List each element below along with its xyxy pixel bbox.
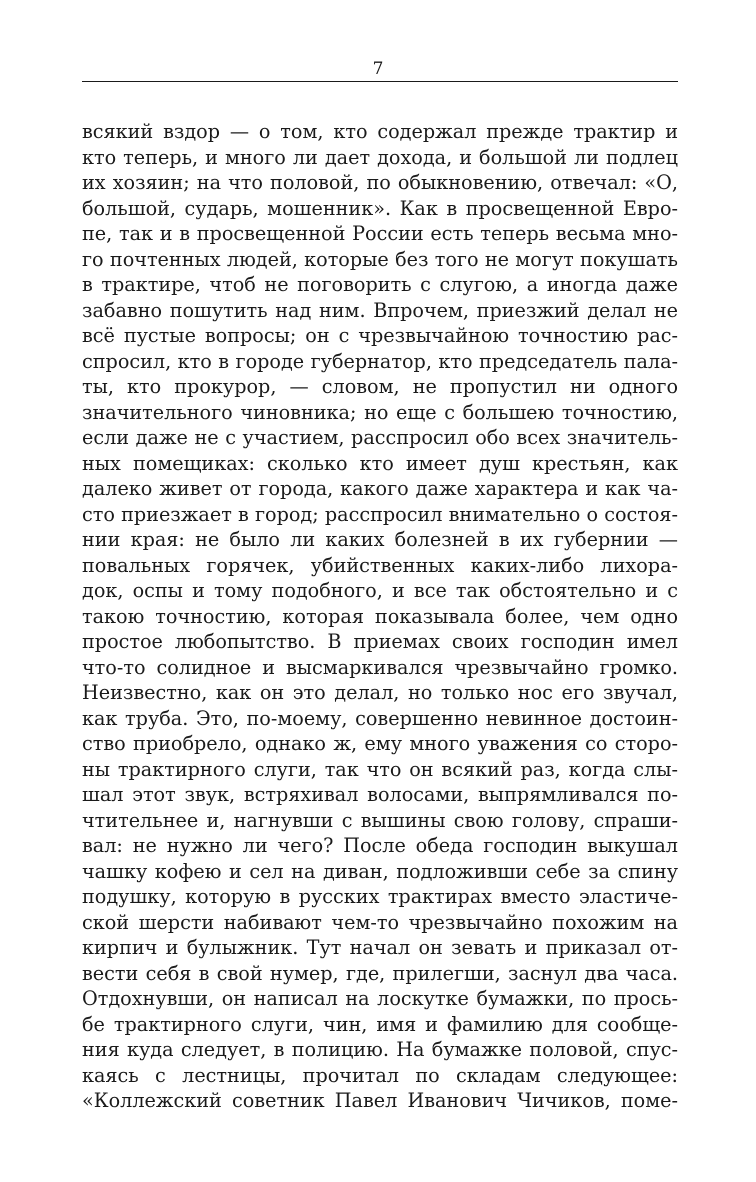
text-line: что-то солидное и высмаркивался чрезвычайно громко. [82,655,678,679]
text-line: в трактире, чтоб не поговорить с слугою, а иногда даже [82,273,678,296]
text-line: чашку кофею и сел на диван, подложивши себе за спину [82,859,678,883]
text-line: ты, кто прокурор, — словом, не пропустил ни одного [82,375,678,398]
text-line: Отдохнувши, он написал на лоскутке бумажки, по прось- [82,987,678,1010]
text-line: ния куда следует, в полицию. На бумажке половой, спус- [82,1038,678,1061]
header-rule [82,81,678,82]
body-text [82,119,678,1114]
text-line: забавно пошутить над ним. Впрочем, приезжий делал не [82,298,678,322]
text-line: «Коллежский советник Павел Иванович Чичиков, поме- [82,1089,678,1112]
text-line: если даже не с участием, расспросил обо всех значитель- [82,426,678,449]
text-line: простое любопытство. В приемах своих господин имел [82,630,678,653]
text-line: всё пустые вопросы; он с чрезвычайною точностию рас- [82,324,678,347]
text-line: ны трактирного слуги, так что он всякий раз, когда слы- [82,757,678,781]
text-line: спросил, кто в городе губернатор, кто председатель пала- [82,349,678,373]
text-line: ство приобрело, однако ж, ему много уважения со сторо- [82,732,678,755]
text-line: сто приезжает в город; расспросил внимательно о состоя- [82,502,678,526]
text-line: Неизвестно, как он это делал, но только нос его звучал, [82,681,678,704]
text-line: вести себя в свой нумер, где, прилегши, заснул два часа. [82,961,678,985]
text-line: вал: не нужно ли чего? После обеда господин выкушал [82,834,678,857]
text-line: док, оспы и тому подобного, и все так обстоятельно и с [82,579,678,602]
text-line: го почтенных людей, которые без того не могут покушать [82,247,678,271]
text-line: всякий вздор — о том, кто содержал прежде трактир и [82,120,678,143]
text-line: как труба. Это, по-моему, совершенно невинное достоин- [82,706,678,730]
text-line: далеко живет от города, какого даже характера и как ча- [82,477,678,500]
text-line: каясь с лестницы, прочитал по складам следующее: [82,1063,678,1087]
text-line: ных помещиках: сколько кто имеет душ крестьян, как [82,451,678,475]
text-line: большой, сударь, мошенник». Как в просвещенной Евро- [82,196,678,220]
text-line: чтительнее и, нагнувши с вышины свою голову, спраши- [82,808,678,832]
text-line: значительного чиновника; но еще с большею точностию, [82,400,678,424]
text-line: кирпич и булыжник. Тут начал он зевать и приказал от- [82,936,678,959]
text-line: подушку, которую в русских трактирах вместо эластиче- [82,885,678,908]
text-line: шал этот звук, встряхивал волосами, выпрямливался по- [82,783,678,806]
text-line: бе трактирного слуги, чин, имя и фамилию для сообще- [82,1012,678,1036]
text-line: пе, так и в просвещенной России есть теперь весьма мно- [82,222,678,245]
page-number: 7 [372,59,384,79]
text-line: их хозяин; на что половой, по обыкновению, отвечал: «О, [82,171,678,194]
text-line: нии края: не было ли каких болезней в их губернии — [82,528,678,551]
text-line: кто теперь, и много ли дает дохода, и большой ли подлец [82,145,678,169]
text-line: повальных горячек, убийственных каких-либо лихора- [82,553,678,577]
text-line: ской шерсти набивают чем-то чрезвычайно похожим на [82,910,678,934]
text-line: такою точностию, которая показывала более, чем одно [82,604,678,628]
